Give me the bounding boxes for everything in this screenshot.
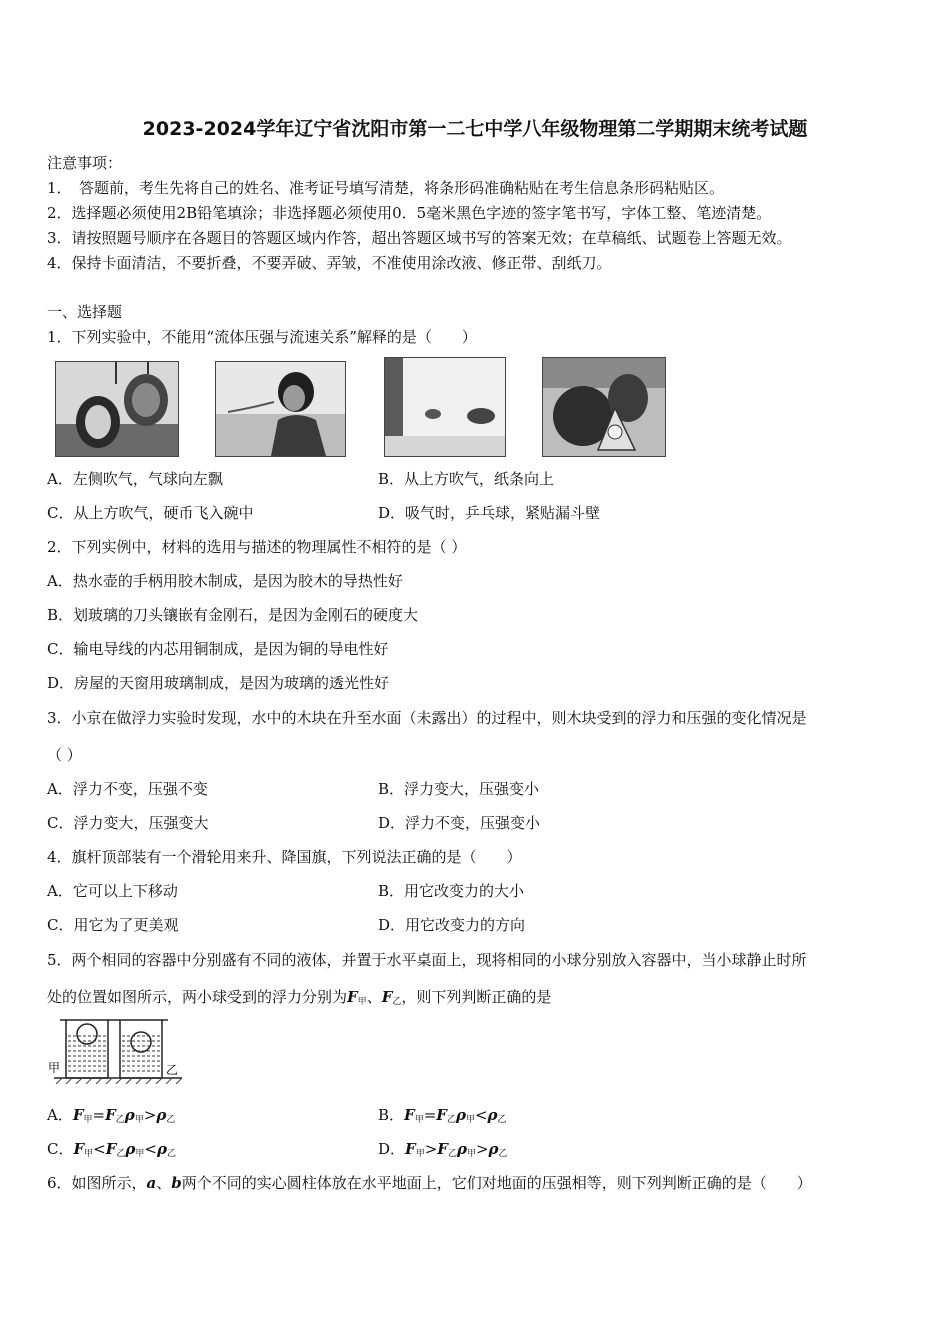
q2-option-b: B．划玻璃的刀头镶嵌有金刚石，是因为金刚石的硬度大 bbox=[47, 606, 419, 624]
container-jia bbox=[66, 1020, 108, 1078]
q5-stem-line1: 5．两个相同的容器中分别盛有不同的液体，并置于水平桌面上，现将相同的小球分别放入容器中，当小球静止时所 bbox=[47, 951, 807, 969]
q5-option-b: B．$F_甲=F_乙\rho_甲<\rho_乙$ bbox=[378, 1106, 507, 1125]
q5-stem-line2: 处的位置如图所示，两小球受到的浮力分别为$F_甲$、$F_乙$，则下列判断正确的是 bbox=[47, 988, 552, 1007]
q1-stem: 1．下列实验中，不能用“流体压强与流速关系”解释的是（ ） bbox=[47, 328, 477, 346]
q1-option-d: D．吸气时，乒乓球，紧贴漏斗壁 bbox=[378, 504, 601, 522]
q2-option-d: D．房屋的天窗用玻璃制成，是因为玻璃的透光性好 bbox=[47, 674, 390, 692]
q3-option-d: D．浮力不变，压强变小 bbox=[378, 814, 541, 832]
q1-photo-c-coin-bowl bbox=[384, 357, 506, 457]
q1-photo-b-paper-strip bbox=[215, 361, 346, 457]
q4-stem: 4．旗杆顶部装有一个滑轮用来升、降国旗，下列说法正确的是（ ） bbox=[47, 848, 522, 866]
q6-stem: 6．如图所示，a、b两个不同的实心圆柱体放在水平地面上，它们对地面的压强相等，则下列判断正确的是（ ） bbox=[47, 1174, 812, 1192]
figure-label-jia: 甲 bbox=[48, 1061, 61, 1075]
q3-stem-line1: 3．小京在做浮力实验时发现，水中的木块在升至水面（未露出）的过程中，则木块受到的浮力和压强的变化情况是 bbox=[47, 709, 807, 727]
notice-item-2: 2．选择题必须使用2B铅笔填涂；非选择题必须使用0．5毫米黑色字迹的签字笔书写，字体工整、笔迹清楚。 bbox=[47, 204, 772, 222]
q1-option-c: C．从上方吹气，硬币飞入碗中 bbox=[47, 504, 254, 522]
q3-option-a: A．浮力不变，压强不变 bbox=[47, 780, 208, 798]
q1-photo-d-funnel-ball bbox=[542, 357, 666, 457]
q3-stem-line2: （ ） bbox=[47, 746, 82, 764]
notice-item-1: 1． 答题前，考生先将自己的姓名、准考证号填写清楚，将条形码准确粘贴在考生信息条形码粘贴区。 bbox=[47, 179, 725, 197]
q4-option-b: B．用它改变力的大小 bbox=[378, 882, 525, 900]
notice-heading: 注意事项： bbox=[47, 154, 123, 172]
q3-option-c: C．浮力变大，压强变大 bbox=[47, 814, 209, 832]
q5-figure-containers bbox=[46, 1014, 186, 1084]
q4-option-c: C．用它为了更美观 bbox=[47, 916, 179, 934]
q5-option-c: C．$F_甲<F_乙\rho_甲<\rho_乙$ bbox=[47, 1140, 176, 1159]
q3-option-b: B．浮力变大，压强变小 bbox=[378, 780, 540, 798]
notice-item-3: 3．请按照题号顺序在各题目的答题区域内作答，超出答题区域书写的答案无效；在草稿纸、试题卷上答题无效。 bbox=[47, 229, 792, 247]
q4-option-a: A．它可以上下移动 bbox=[47, 882, 178, 900]
q1-option-b: B．从上方吹气，纸条向上 bbox=[378, 470, 555, 488]
section-heading: 一、选择题 bbox=[47, 303, 123, 321]
page-title: 2023-2024学年辽宁省沈阳市第一二七中学八年级物理第二学期期末统考试题 bbox=[142, 118, 808, 140]
ball-yi bbox=[131, 1032, 151, 1052]
q5-option-d: D．$F_甲>F_乙\rho_甲>\rho_乙$ bbox=[378, 1140, 508, 1159]
notice-item-4: 4．保持卡面清洁，不要折叠，不要弄破、弄皱，不准使用涂改液、修正带、刮纸刀。 bbox=[47, 254, 612, 272]
q2-stem: 2．下列实例中，材料的选用与描述的物理属性不相符的是（ ） bbox=[47, 538, 467, 556]
q1-photo-a-balloon bbox=[55, 361, 179, 457]
q1-option-a: A．左侧吹气，气球向左飘 bbox=[47, 470, 223, 488]
q2-option-c: C．输电导线的内芯用铜制成，是因为铜的导电性好 bbox=[47, 640, 389, 658]
q4-option-d: D．用它改变力的方向 bbox=[378, 916, 526, 934]
q5-option-a: A．$F_甲=F_乙\rho_甲>\rho_乙$ bbox=[47, 1106, 176, 1125]
container-yi bbox=[120, 1020, 162, 1078]
figure-label-yi: 乙 bbox=[166, 1063, 179, 1077]
q2-option-a: A．热水壶的手柄用胶木制成，是因为胶木的导热性好 bbox=[47, 572, 403, 590]
